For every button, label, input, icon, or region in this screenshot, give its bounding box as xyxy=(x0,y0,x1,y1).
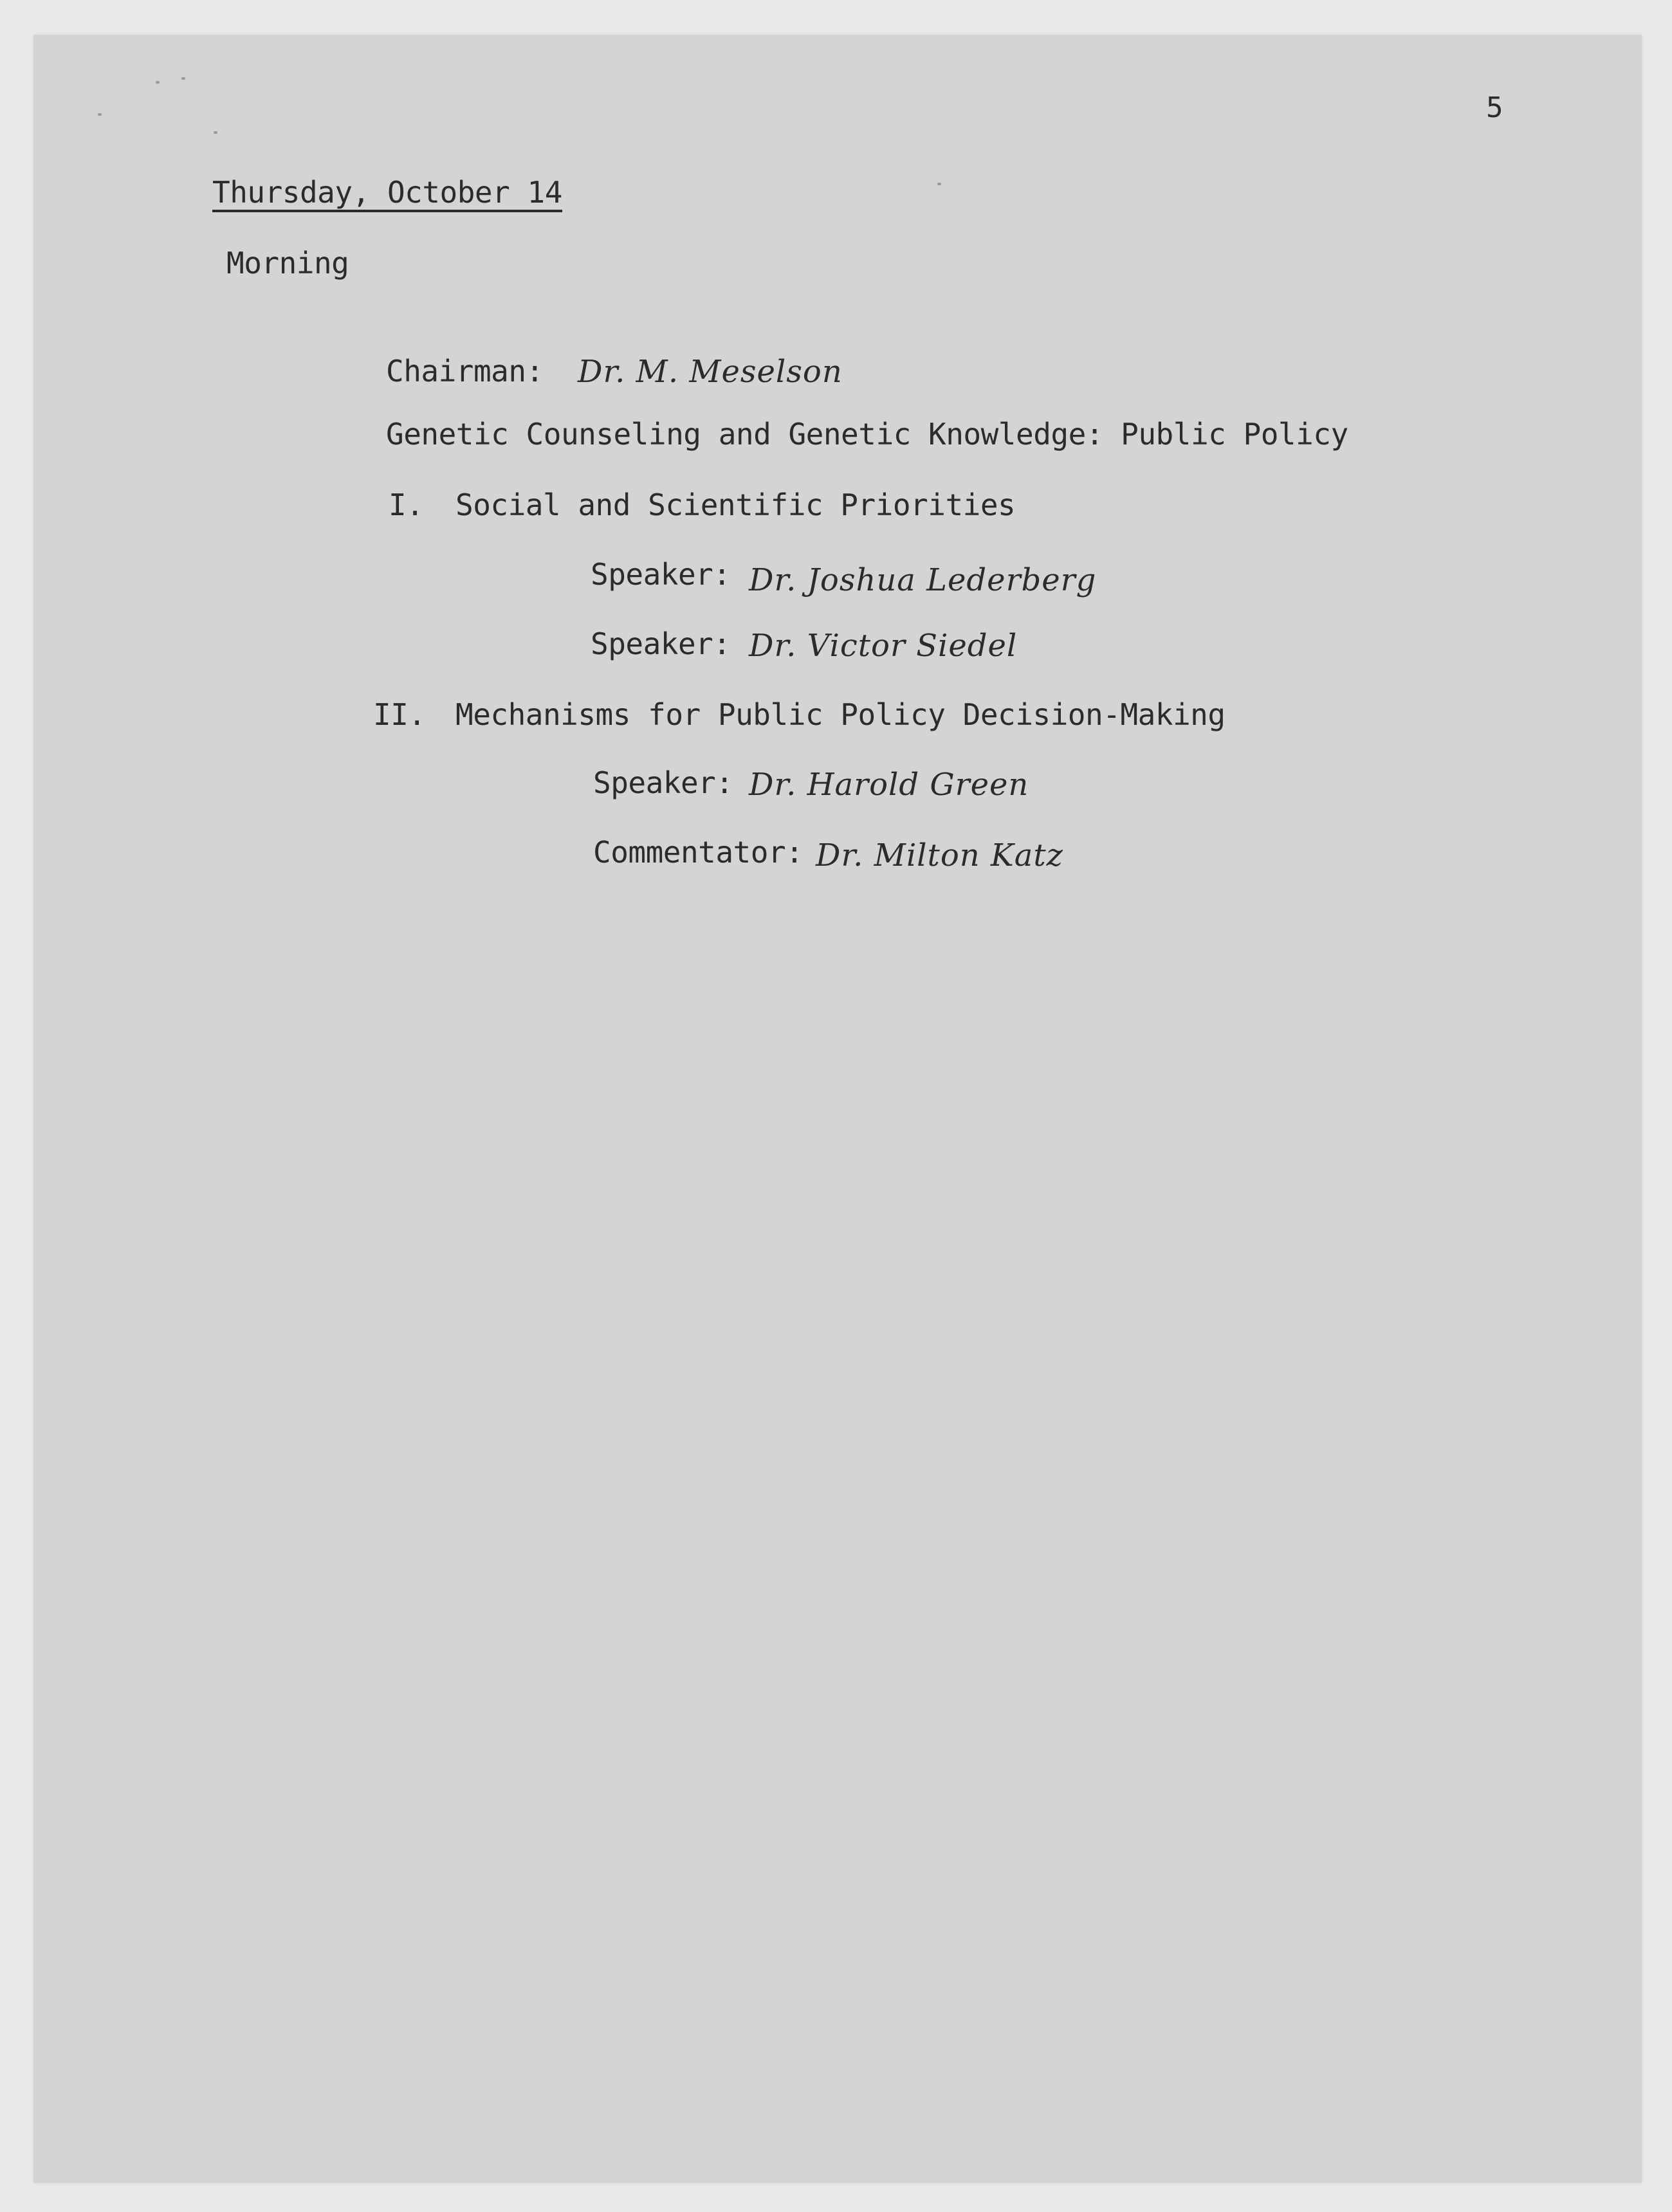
participant-role: Speaker: xyxy=(591,626,731,661)
section-numeral-1: I. xyxy=(389,488,424,522)
paper-speck xyxy=(214,131,217,134)
participant-name: Dr. Milton Katz xyxy=(816,837,1063,873)
participant-role: Speaker: xyxy=(591,557,731,592)
participant-name: Dr. Victor Siedel xyxy=(749,628,1018,664)
page-number: 5 xyxy=(1486,91,1503,124)
session-topic: Genetic Counseling and Genetic Knowledge: Public Policy xyxy=(386,417,1348,452)
section-title-2: Mechanisms for Public Policy Decision-Making xyxy=(455,697,1226,732)
paper-speck xyxy=(156,81,160,84)
section-title-1: Social and Scientific Priorities xyxy=(455,488,1016,522)
section-numeral-2: II. xyxy=(373,697,426,732)
paper-speck xyxy=(937,183,941,185)
day-heading: Thursday, October 14 xyxy=(212,178,562,212)
chairman-label: Chairman: xyxy=(386,354,544,388)
paper-speck xyxy=(98,113,102,116)
participant-name: Dr. Harold Green xyxy=(749,767,1029,803)
participant-role: Speaker: xyxy=(593,765,733,800)
participant-name: Dr. Joshua Lederberg xyxy=(749,562,1097,598)
participant-role: Commentator: xyxy=(593,835,804,870)
paper-speck xyxy=(181,77,185,80)
session-label: Morning xyxy=(226,246,349,280)
chairman-name: Dr. M. Meselson xyxy=(578,354,843,390)
